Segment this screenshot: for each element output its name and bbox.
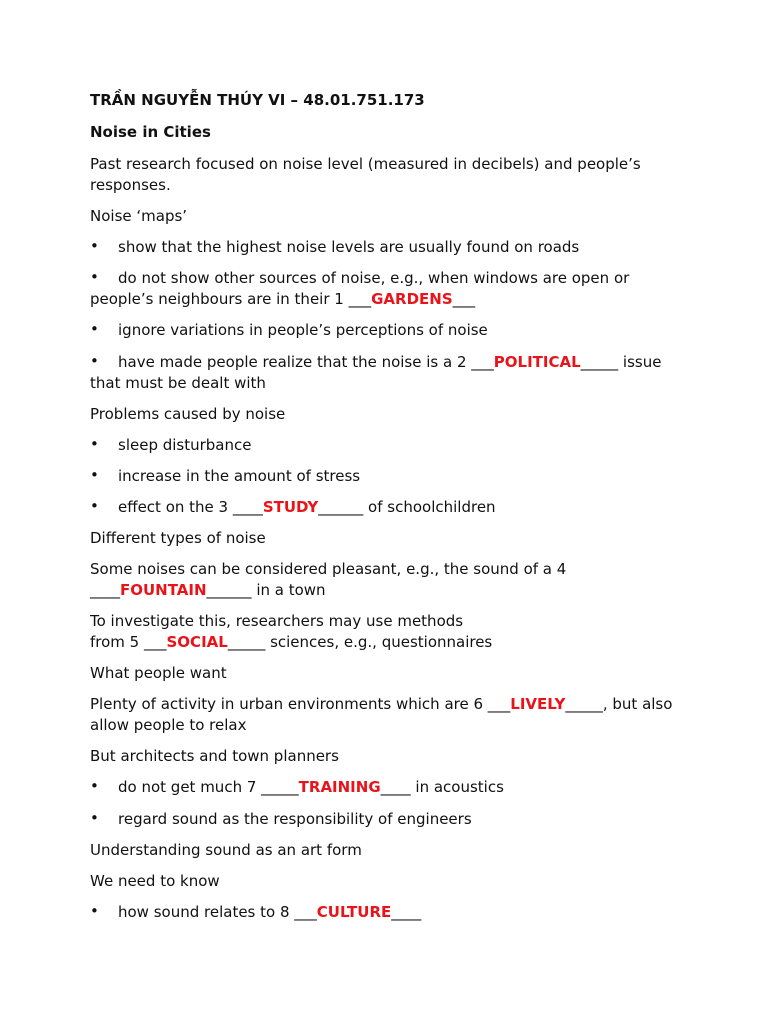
blank-suffix: _____, but also [565, 695, 673, 713]
maps-bullet-4-line-1 [118, 352, 661, 373]
problems-bullet-3 [118, 497, 496, 518]
problems-heading: Problems caused by noise [90, 405, 286, 423]
answer-3: STUDY [262, 498, 319, 516]
blank-prefix: do not get much 7 _____ [118, 778, 299, 796]
want-paragraph-line-1 [90, 694, 672, 715]
author-line: TRẦN NGUYỄN THÚY VI – 48.01.751.173 [90, 91, 425, 109]
bullet-icon: • [90, 777, 99, 795]
intro-line-2: responses. [90, 176, 171, 194]
blank-prefix: how sound relates to 8 ___ [118, 903, 317, 921]
bullet-icon: • [90, 435, 99, 453]
answer-8: CULTURE [316, 903, 392, 921]
art-heading: Understanding sound as an art form [90, 841, 362, 859]
answer-7: TRAINING [298, 778, 381, 796]
answer-1: GARDENS [371, 290, 453, 308]
bullet-icon: • [90, 237, 99, 255]
bullet-icon: • [90, 466, 99, 484]
types-paragraph-1-line-2 [90, 580, 326, 601]
architects-bullet-1 [118, 777, 504, 798]
blank-suffix: ______ in a town [206, 581, 326, 599]
want-heading: What people want [90, 664, 227, 682]
blank-prefix: effect on the 3 ____ [118, 498, 263, 516]
blank-prefix: people’s neighbours are in their 1 ___ [90, 290, 372, 308]
intro-line-1: Past research focused on noise level (measured in decibels) and people’s [90, 155, 641, 173]
blank-prefix: from 5 ___ [90, 633, 167, 651]
maps-bullet-3: ignore variations in people’s perceptions of noise [118, 321, 488, 339]
bullet-icon: • [90, 352, 99, 370]
architects-heading: But architects and town planners [90, 747, 339, 765]
maps-bullet-2-line-2 [90, 289, 475, 310]
blank-suffix: ____ in acoustics [380, 778, 504, 796]
answer-6: LIVELY [510, 695, 566, 713]
answer-4: FOUNTAIN [120, 581, 207, 599]
blank-prefix: ____ [90, 581, 120, 599]
answer-2: POLITICAL [493, 353, 581, 371]
bullet-icon: • [90, 497, 99, 515]
architects-bullet-2: regard sound as the responsibility of engineers [118, 810, 472, 828]
art-bullet-1 [118, 902, 421, 923]
bullet-icon: • [90, 809, 99, 827]
maps-bullet-2-line-1: do not show other sources of noise, e.g., when windows are open or [118, 269, 630, 287]
maps-bullet-1: show that the highest noise levels are usually found on roads [118, 238, 580, 256]
document-title: Noise in Cities [90, 123, 211, 141]
blank-prefix: Plenty of activity in urban environments which are 6 ___ [90, 695, 511, 713]
maps-heading: Noise ‘maps’ [90, 207, 188, 225]
maps-bullet-4-line-2: that must be dealt with [90, 374, 266, 392]
problems-bullet-2: increase in the amount of stress [118, 467, 361, 485]
blank-suffix: _____ issue [580, 353, 662, 371]
blank-suffix: ____ [391, 903, 422, 921]
bullet-icon: • [90, 902, 99, 920]
types-paragraph-1-line-1: Some noises can be considered pleasant, e.g., the sound of a 4 [90, 560, 567, 578]
blank-suffix: ___ [452, 290, 476, 308]
blank-prefix: have made people realize that the noise is a 2 ___ [118, 353, 494, 371]
bullet-icon: • [90, 320, 99, 338]
blank-suffix: ______ of schoolchildren [318, 498, 496, 516]
art-know-line: We need to know [90, 872, 220, 890]
problems-bullet-1: sleep disturbance [118, 436, 252, 454]
types-heading: Different types of noise [90, 529, 266, 547]
answer-5: SOCIAL [166, 633, 228, 651]
types-paragraph-2-line-2 [90, 632, 492, 653]
types-paragraph-2-line-1: To investigate this, researchers may use methods [90, 612, 464, 630]
bullet-icon: • [90, 268, 99, 286]
blank-suffix: _____ sciences, e.g., questionnaires [227, 633, 493, 651]
want-paragraph-line-2: allow people to relax [90, 716, 247, 734]
